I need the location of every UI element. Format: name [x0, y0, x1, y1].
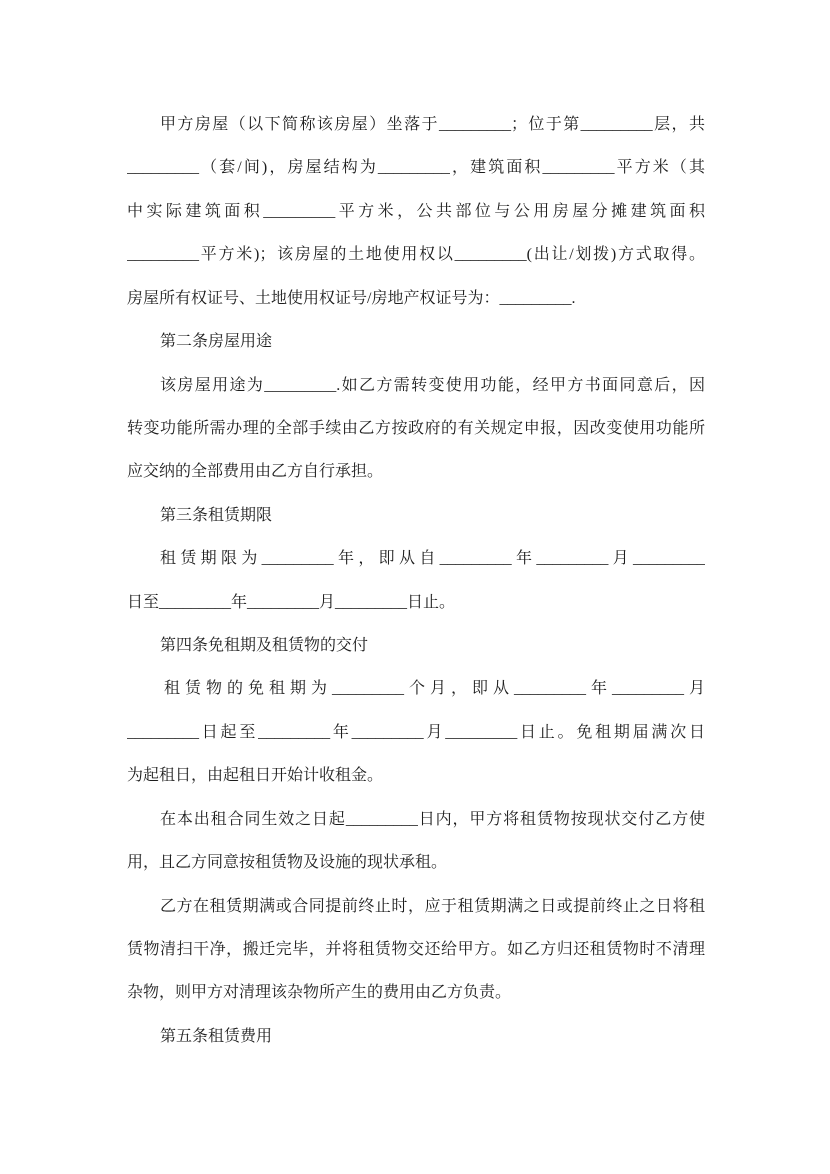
lease-term-paragraph	[127, 537, 705, 624]
article-heading-3: 第三条租赁期限	[160, 506, 273, 524]
contract-line: 日至_________年_________月_________日止。	[127, 593, 456, 611]
delivery-paragraph	[127, 798, 705, 885]
contract-line: _________平方米)；该房屋的土地使用权以_________(出让/划拨)方式取得。	[127, 246, 705, 264]
premises-paragraph	[127, 103, 705, 320]
usage-paragraph	[127, 364, 705, 494]
contract-line: 杂物，则甲方对清理该杂物所产生的费用由乙方负责。	[127, 984, 512, 1002]
contract-line: 转变功能所需办理的全部手续由乙方按政府的有关规定申报，因改变使用功能所	[127, 419, 705, 437]
contract-line: 在本出租合同生效之日起_________日内，甲方将租赁物按现状交付乙方使	[160, 810, 705, 828]
rent-free-paragraph	[127, 667, 705, 797]
contract-line: 房屋所有权证号、土地使用权证号/房地产权证号为：_________.	[127, 289, 576, 307]
contract-line: 租赁物的免租期为_________个月，即从_________年_________月	[164, 680, 705, 698]
return-paragraph	[127, 885, 705, 1015]
contract-line: 甲方房屋（以下简称该房屋）坐落于_________；位于第_________层，共	[160, 116, 705, 133]
contract-line: _________日起至_________年_________月_________日止。免租期届满次日	[127, 723, 705, 741]
article-heading-5: 第五条租赁费用	[160, 1027, 273, 1045]
contract-line: 为起租日，由起租日开始计收租金。	[127, 767, 384, 785]
contract-line: 乙方在租赁期满或合同提前终止时，应于租赁期满之日或提前终止之日将租	[160, 897, 705, 915]
contract-line: 该房屋用途为_________.如乙方需转变使用功能，经甲方书面同意后，因	[160, 376, 705, 394]
contract-line: 租赁期限为_________年，即从自_________年_________月_________	[160, 550, 705, 568]
contract-line: _________（套/间)，房屋结构为_________，建筑面积_________平方米（其	[127, 159, 705, 177]
article-heading-2: 第二条房屋用途	[160, 333, 273, 351]
article-heading-4: 第四条免租期及租赁物的交付	[160, 637, 369, 655]
contract-line: 中实际建筑面积_________平方米，公共部位与公用房屋分摊建筑面积	[127, 202, 705, 220]
contract-line: 用，且乙方同意按租赁物及设施的现状承租。	[127, 854, 448, 872]
contract-line: 应交纳的全部费用由乙方自行承担。	[127, 463, 384, 481]
contract-body	[127, 103, 705, 1058]
contract-line: 赁物清扫干净，搬迁完毕，并将租赁物交还给甲方。如乙方归还租赁物时不清理	[127, 941, 705, 959]
